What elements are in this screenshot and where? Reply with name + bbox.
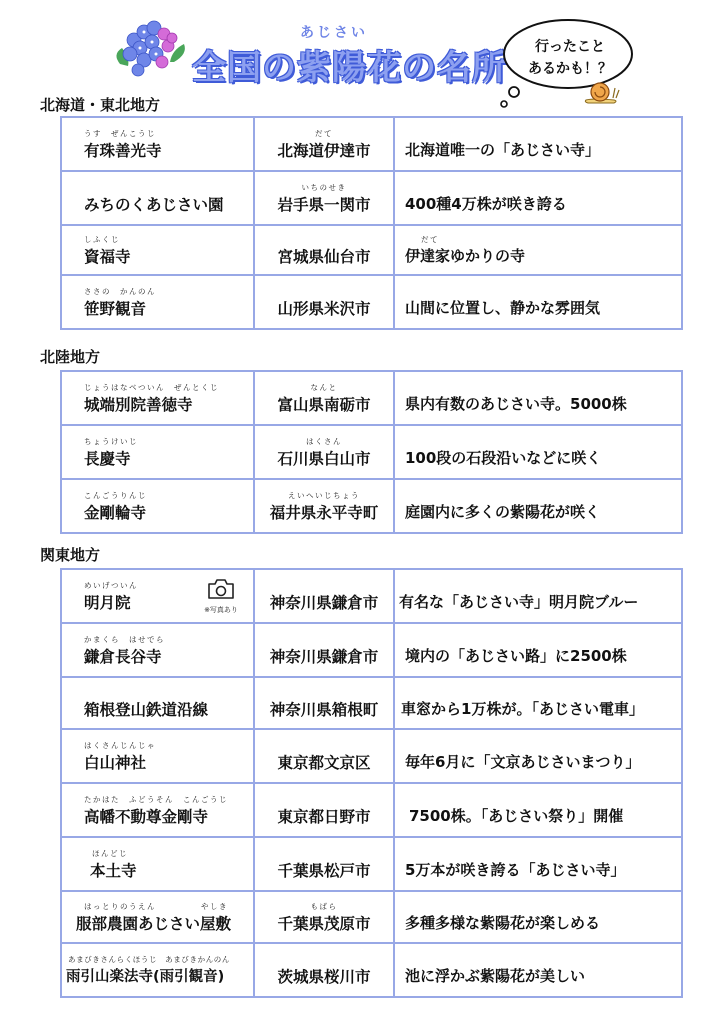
site-name: みちのくあじさい園 (84, 195, 224, 214)
desc-ruby (395, 490, 681, 501)
desc-ruby (395, 382, 681, 393)
sites-table-tohoku (60, 116, 683, 330)
site-description: 北海道唯一の「あじさい寺」 (405, 141, 601, 159)
desc-ruby (395, 182, 681, 193)
site-city: 東京都日野市 (277, 807, 371, 826)
site-description: 山間に位置し、静かな雰囲気 (405, 299, 601, 317)
site-name: 鎌倉長谷寺 (84, 647, 162, 666)
name-ruby: たかはた ふどうそん こんごうじ (84, 794, 228, 804)
site-name: 雨引山楽法寺(雨引観音) (66, 969, 225, 985)
photo-note: ※写真あり (204, 606, 238, 614)
site-description: 多種多様な紫陽花が楽しめる (405, 914, 601, 932)
desc-ruby (395, 740, 681, 751)
city-ruby (255, 687, 393, 698)
desc-ruby (395, 436, 681, 447)
city-ruby (255, 848, 393, 859)
hydrangea-icon (110, 14, 192, 86)
table-row (61, 623, 682, 677)
site-description: 県内有数のあじさい寺。5000株 (405, 395, 627, 413)
site-name: 白山神社 (84, 753, 147, 772)
city-ruby: もばら (310, 901, 338, 911)
site-name: 城端別院善徳寺 (84, 395, 193, 414)
site-city: 北海道伊達市 (277, 141, 371, 160)
site-description: 池に浮かぶ紫陽花が美しい (405, 967, 586, 985)
site-description: 毎年6月に「文京あじさいまつり」 (405, 753, 641, 771)
snail-icon (584, 80, 620, 104)
site-description: 5万本が咲き誇る「あじさい寺」 (405, 861, 626, 879)
site-description: 7500株。「あじさい祭り」開催 (409, 807, 624, 825)
site-name: 明月院 (84, 593, 131, 612)
site-description: 車窓から1万株が。「あじさい電車」 (401, 700, 644, 718)
desc-ruby: だて (421, 235, 439, 244)
table-row (61, 371, 682, 425)
site-name: 笹野観音 (84, 299, 147, 318)
site-city: 神奈川県箱根町 (269, 700, 379, 719)
site-city: 千葉県松戸市 (277, 861, 371, 880)
bubble-line-2: あるかも！？ (528, 61, 612, 77)
site-city: 東京都文京区 (277, 753, 371, 772)
name-ruby: じょうはなべついん ぜんとくじ (84, 382, 219, 392)
table-row (61, 677, 682, 729)
name-ruby: しふくじ (84, 234, 120, 244)
site-city: 山形県米沢市 (277, 299, 371, 318)
name-ruby: はっとりのうえん やしき (84, 901, 228, 911)
site-city: 茨城県桜川市 (277, 967, 371, 986)
table-row (61, 275, 682, 329)
site-city: 福井県永平寺町 (269, 503, 379, 522)
site-name: 服部農園あじさい屋敷 (76, 914, 232, 933)
desc-ruby (395, 794, 681, 805)
site-name: 高幡不動尊金剛寺 (84, 807, 209, 826)
city-ruby: だて (315, 128, 333, 138)
table-row (61, 891, 682, 943)
desc-ruby (395, 286, 681, 297)
city-ruby (255, 634, 393, 645)
desc-ruby (395, 634, 681, 645)
section-label-hokuriku: 北陸地方 (40, 348, 101, 366)
table-row (61, 729, 682, 783)
city-ruby: いちのせき (301, 182, 347, 192)
name-ruby: ささの かんのん (84, 286, 156, 296)
name-ruby: うす ぜんこうじ (84, 128, 156, 138)
table-row (61, 783, 682, 837)
site-name: 長慶寺 (84, 449, 131, 468)
city-ruby (255, 580, 393, 591)
bubble-text (520, 36, 620, 80)
photo-indicator (201, 578, 241, 615)
name-ruby: こんごうりんじ (84, 490, 147, 500)
desc-ruby (395, 687, 681, 698)
desc-ruby (395, 128, 681, 139)
name-ruby: はくさんじんじゃ (84, 740, 156, 750)
site-description: 庭園内に多くの紫陽花が咲く (405, 503, 601, 521)
table-row (61, 225, 682, 275)
site-name: 本土寺 (90, 861, 137, 880)
name-ruby (62, 182, 253, 193)
section-label-tohoku: 北海道・東北地方 (40, 96, 161, 114)
section-label-kanto: 関東地方 (40, 546, 101, 564)
site-description: 伊達家ゆかりの寺 (405, 247, 526, 265)
site-city: 富山県南砺市 (277, 395, 371, 414)
name-ruby: ちょうけいじ (84, 436, 138, 446)
city-ruby: えいへいじちょう (288, 490, 360, 500)
city-ruby (255, 954, 393, 965)
table-row (61, 117, 682, 171)
site-name: 資福寺 (84, 247, 131, 266)
sites-table-hokuriku (60, 370, 683, 534)
desc-ruby (395, 901, 681, 912)
site-description: 境内の「あじさい路」に2500株 (405, 647, 627, 665)
name-ruby: あまびきさんらくほうじ あまびきかんのん (68, 955, 230, 964)
page-title: 全国の紫陽花の名所 (192, 48, 507, 88)
site-description: 有名な「あじさい寺」明月院ブルー (399, 593, 639, 611)
name-ruby (62, 687, 253, 698)
site-name: 有珠善光寺 (84, 141, 162, 160)
city-ruby: なんと (310, 382, 338, 392)
table-row (61, 171, 682, 225)
sites-table-kanto (60, 568, 683, 998)
site-city: 岩手県一関市 (277, 195, 371, 214)
desc-ruby (395, 848, 681, 859)
city-ruby (255, 740, 393, 751)
name-ruby: めいげついん (84, 580, 138, 590)
desc-ruby (395, 580, 681, 591)
site-city: 神奈川県鎌倉市 (269, 647, 379, 666)
desc-ruby (395, 954, 681, 965)
table-row (61, 569, 682, 623)
site-city: 千葉県茂原市 (277, 914, 371, 933)
site-description: 100段の石段沿いなどに咲く (405, 449, 602, 467)
site-city: 石川県白山市 (277, 449, 371, 468)
table-row (61, 837, 682, 891)
title-ruby: あじさい (300, 25, 368, 41)
site-name: 箱根登山鉄道沿線 (84, 700, 209, 719)
table-row (61, 943, 682, 997)
table-row (61, 425, 682, 479)
site-city: 宮城県仙台市 (277, 247, 371, 266)
camera-icon (207, 578, 235, 600)
bubble-line-1: 行ったこと (535, 39, 605, 55)
city-ruby: はくさん (306, 436, 342, 446)
name-ruby: ほんどじ (92, 848, 128, 858)
site-description: 400種4万株が咲き誇る (405, 195, 567, 213)
table-row (61, 479, 682, 533)
name-ruby: かまくら はせでら (84, 634, 165, 644)
city-ruby (255, 234, 393, 245)
site-city: 神奈川県鎌倉市 (269, 593, 379, 612)
city-ruby (255, 794, 393, 805)
site-name: 金剛輪寺 (84, 503, 147, 522)
city-ruby (255, 286, 393, 297)
